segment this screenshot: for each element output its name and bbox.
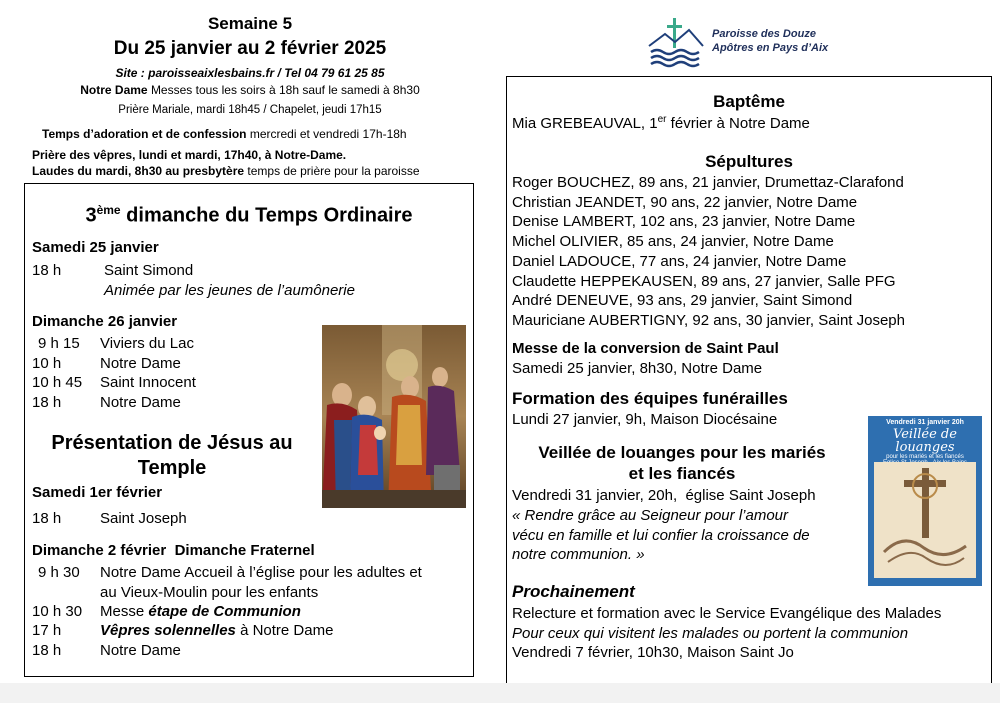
d2-place-2 <box>100 603 301 620</box>
d2-place-3 <box>100 622 333 639</box>
d26-place-1: Viviers du Lac <box>100 335 194 352</box>
d26-time-3: 10 h 45 <box>32 374 83 391</box>
prochainement-title: Prochainement <box>512 582 635 601</box>
poster-line-1: Vendredi 31 janvier 20h <box>886 419 964 426</box>
d2-place-3-post: à Notre Dame <box>235 622 334 639</box>
bapteme-title: Baptême <box>713 92 785 111</box>
sepulture-item: Mauriciane AUBERTIGNY, 92 ans, 30 janvier, Saint Joseph <box>512 311 905 329</box>
veillee-title <box>506 442 858 484</box>
conversion-title: Messe de la conversion de Saint Paul <box>512 340 779 357</box>
poster-line-3: pour les mariés et les fiancés <box>886 454 964 460</box>
sepultures-list <box>512 173 905 331</box>
veillee-title-line-2: et les fiancés <box>628 464 736 483</box>
d26-time-2: 10 h <box>32 355 62 372</box>
veillee-poster <box>868 416 982 586</box>
sepultures-title: Sépultures <box>705 152 793 171</box>
d2-time-2: 10 h 30 <box>32 603 83 620</box>
sepulture-item: Roger BOUCHEZ, 89 ans, 21 janvier, Drumettaz-Clarafond <box>512 174 904 191</box>
veillee-title-line-1: Veillée de louanges pour les mariés <box>538 443 826 462</box>
laudes-line <box>32 164 420 178</box>
samedi25-time: 18 h <box>32 262 62 279</box>
d26-time-1: 9 h 15 <box>38 335 80 352</box>
presentation-title-line-1: Présentation de Jésus au <box>51 432 293 454</box>
d2-place-1a: Notre Dame Accueil à l’église pour les adultes et <box>100 564 422 581</box>
conversion-text: Samedi 25 janvier, 8h30, Notre Dame <box>512 360 763 377</box>
notre-dame-label: Notre Dame <box>80 83 148 97</box>
dimanche-title-num: 3 <box>85 204 97 227</box>
samedi1-heading: Samedi 1er février <box>32 484 163 501</box>
dimanche26-heading: Dimanche 26 janvier <box>32 313 178 330</box>
d26-place-2: Notre Dame <box>100 355 181 372</box>
presentation-title-line-2: Temple <box>137 457 207 479</box>
sepulture-item: André DENEUVE, 93 ans, 29 janvier, Saint Simond <box>512 292 853 310</box>
cross-hands-icon <box>874 462 976 578</box>
sepulture-item: Michel OLIVIER, 85 ans, 24 janvier, Notre Dame <box>512 233 834 251</box>
bapteme-post: février à Notre Dame <box>666 115 810 132</box>
veillee-quote <box>512 506 810 565</box>
bapteme-sup: er <box>657 114 667 125</box>
presentation-painting <box>322 325 466 508</box>
veillee-text: Vendredi 31 janvier, 20h, église Saint Joseph <box>512 487 816 504</box>
dimanche-title <box>24 203 474 228</box>
poster-panel <box>874 462 976 578</box>
page-bottom-strip <box>0 683 1000 703</box>
veillee-quote-2: vécu en famille et lui confier la croissance de <box>512 526 810 544</box>
veillee-quote-3: notre communion. » <box>512 546 645 564</box>
d2-place-3-em: Vêpres solennelles <box>100 622 236 639</box>
priere-mariale: Prière Mariale, mardi 18h45 / Chapelet, jeudi 17h15 <box>118 104 382 116</box>
dimanche-title-rest: dimanche du Temps Ordinaire <box>120 204 413 227</box>
sepulture-item: Claudette HEPPEKAUSEN, 89 ans, 27 janvier, Salle PFG <box>512 272 896 290</box>
date-range: Du 25 janvier au 2 février 2025 <box>113 38 387 59</box>
dimanche-title-sup: ème <box>96 203 121 217</box>
adoration-text: mercredi et vendredi 17h-18h <box>249 127 407 141</box>
formation-title: Formation des équipes funérailles <box>512 389 788 408</box>
d2-time-1: 9 h 30 <box>38 564 80 581</box>
bapteme-pre: Mia GREBEAUVAL, 1 <box>512 115 658 132</box>
week-title: Semaine 5 <box>207 14 293 33</box>
veillee-quote-1: « Rendre grâce au Seigneur pour l’amour <box>512 507 788 524</box>
samedi25-place: Saint Simond <box>104 262 194 279</box>
formation-text: Lundi 27 janvier, 9h, Maison Diocésaine <box>512 411 778 428</box>
sepulture-item: Daniel LADOUCE, 77 ans, 24 janvier, Notre Dame <box>512 252 847 270</box>
d2-time-3: 17 h <box>32 622 62 639</box>
laudes-text: temps de prière pour la paroisse <box>247 164 420 178</box>
poster-line-2: Veillée de louanges <box>893 427 957 455</box>
prochainement-line-1: Relecture et formation avec le Service Evangélique des Malades <box>512 605 942 622</box>
cross-waves-icon <box>645 16 705 68</box>
adoration-line <box>42 127 492 141</box>
d26-time-4: 18 h <box>32 394 62 411</box>
d26-place-4: Notre Dame <box>100 394 181 411</box>
prochainement-line-2: Pour ceux qui visitent les malades ou portent la communion <box>512 624 909 642</box>
d2-place-1b: au Vieux-Moulin pour les enfants <box>100 584 319 601</box>
samedi1-time: 18 h <box>32 510 62 527</box>
dimanche2-heading: Dimanche 2 février Dimanche Fraternel <box>32 542 315 559</box>
sepulture-item: Denise LAMBERT, 102 ans, 23 janvier, Notre Dame <box>512 213 856 231</box>
d2-place-4: Notre Dame <box>100 642 181 659</box>
laudes-label: Laudes du mardi, 8h30 au presbytère <box>32 164 245 178</box>
painting-image <box>322 325 466 508</box>
sepulture-item: Christian JEANDET, 90 ans, 22 janvier, Notre Dame <box>512 193 858 211</box>
d26-place-3: Saint Innocent <box>100 374 196 391</box>
notre-dame-text: Messes tous les soirs à 18h sauf le samedi à 8h30 <box>150 83 420 97</box>
samedi1-place: Saint Joseph <box>100 510 187 527</box>
bapteme-text <box>512 114 810 132</box>
d2-time-4: 18 h <box>32 642 62 659</box>
prochainement-line-3: Vendredi 7 février, 10h30, Maison Saint Jo <box>512 644 794 662</box>
notre-dame-schedule <box>20 83 480 97</box>
logo-line-2: Apôtres en Pays d’Aix <box>712 42 829 54</box>
parish-logo <box>645 16 705 68</box>
logo-line-1: Paroisse des Douze <box>712 28 816 40</box>
samedi25-note: Animée par les jeunes de l’aumônerie <box>104 282 355 299</box>
presentation-title <box>24 431 320 481</box>
d2-place-2-pre: Messe <box>100 603 149 620</box>
prochainement-list <box>512 604 941 663</box>
adoration-label: Temps d’adoration et de confession <box>42 127 247 141</box>
d2-place-2-em: étape de Communion <box>148 603 301 620</box>
vepres-line: Prière des vêpres, lundi et mardi, 17h40, à Notre-Dame. <box>32 148 347 162</box>
site-contact: Site : paroisseaixlesbains.fr / Tel 04 79 61 25 85 <box>115 66 385 80</box>
samedi25-heading: Samedi 25 janvier <box>32 239 159 256</box>
